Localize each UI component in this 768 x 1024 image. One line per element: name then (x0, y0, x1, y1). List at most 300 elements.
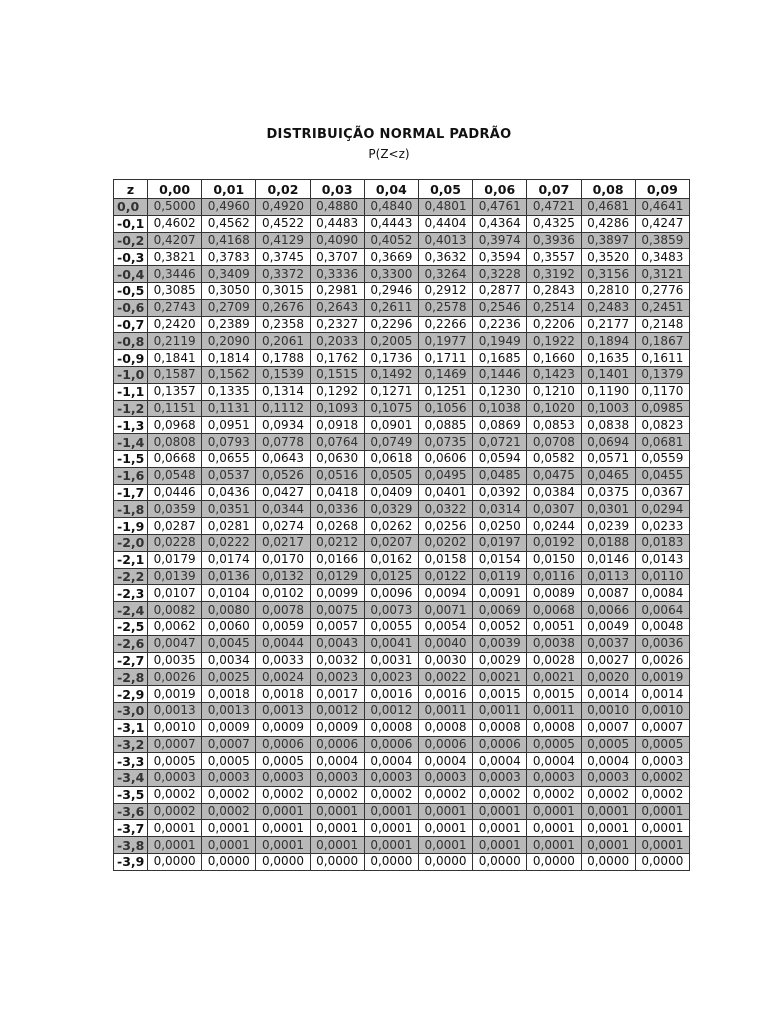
probability-cell: 0,0823 (635, 417, 689, 434)
probability-cell: 0,0021 (527, 669, 581, 686)
probability-cell: 0,0000 (473, 854, 527, 871)
probability-cell: 0,4483 (310, 215, 364, 232)
probability-cell: 0,0030 (418, 652, 472, 669)
probability-cell: 0,0001 (364, 820, 418, 837)
probability-cell: 0,1357 (148, 383, 202, 400)
probability-cell: 0,0001 (527, 803, 581, 820)
probability-cell: 0,3520 (581, 249, 635, 266)
probability-cell: 0,0116 (527, 568, 581, 585)
probability-cell: 0,0002 (364, 786, 418, 803)
probability-cell: 0,4207 (148, 232, 202, 249)
probability-cell: 0,0778 (256, 434, 310, 451)
probability-cell: 0,0003 (310, 770, 364, 787)
probability-cell: 0,4681 (581, 199, 635, 216)
probability-cell: 0,0045 (202, 635, 256, 652)
probability-cell: 0,0059 (256, 618, 310, 635)
probability-cell: 0,2451 (635, 299, 689, 316)
probability-cell: 0,0004 (581, 753, 635, 770)
probability-cell: 0,0054 (418, 618, 472, 635)
probability-cell: 0,0001 (418, 803, 472, 820)
probability-cell: 0,0003 (635, 753, 689, 770)
probability-cell: 0,4443 (364, 215, 418, 232)
z-value-cell: -1,3 (114, 417, 148, 434)
probability-cell: 0,4761 (473, 199, 527, 216)
probability-cell: 0,2327 (310, 316, 364, 333)
probability-cell: 0,0006 (364, 736, 418, 753)
probability-cell: 0,0143 (635, 551, 689, 568)
probability-cell: 0,1446 (473, 366, 527, 383)
z-value-cell: -2,7 (114, 652, 148, 669)
probability-cell: 0,0084 (635, 585, 689, 602)
probability-cell: 0,0150 (527, 551, 581, 568)
probability-cell: 0,0001 (148, 837, 202, 854)
probability-cell: 0,0020 (581, 669, 635, 686)
probability-cell: 0,1469 (418, 366, 472, 383)
probability-cell: 0,0016 (418, 686, 472, 703)
probability-cell: 0,1841 (148, 350, 202, 367)
probability-cell: 0,0708 (527, 434, 581, 451)
probability-cell: 0,1587 (148, 366, 202, 383)
probability-cell: 0,2206 (527, 316, 581, 333)
probability-cell: 0,0002 (581, 786, 635, 803)
probability-cell: 0,1762 (310, 350, 364, 367)
probability-cell: 0,4880 (310, 199, 364, 216)
probability-cell: 0,0537 (202, 467, 256, 484)
probability-cell: 0,0029 (473, 652, 527, 669)
probability-cell: 0,0004 (473, 753, 527, 770)
probability-cell: 0,0040 (418, 635, 472, 652)
probability-cell: 0,0052 (473, 618, 527, 635)
probability-cell: 0,0125 (364, 568, 418, 585)
probability-cell: 0,0548 (148, 467, 202, 484)
probability-cell: 0,0025 (202, 669, 256, 686)
probability-cell: 0,0009 (202, 719, 256, 736)
probability-cell: 0,0069 (473, 602, 527, 619)
probability-cell: 0,2709 (202, 299, 256, 316)
header-row (114, 180, 690, 199)
probability-cell: 0,0392 (473, 484, 527, 501)
probability-cell: 0,0113 (581, 568, 635, 585)
probability-cell: 0,0006 (418, 736, 472, 753)
z-value-cell: -2,1 (114, 551, 148, 568)
probability-cell: 0,0002 (202, 786, 256, 803)
probability-cell: 0,2514 (527, 299, 581, 316)
header-cell: 0,07 (527, 180, 581, 199)
header-cell: z (114, 180, 148, 199)
probability-cell: 0,2483 (581, 299, 635, 316)
probability-cell: 0,2843 (527, 282, 581, 299)
probability-cell: 0,0060 (202, 618, 256, 635)
probability-cell: 0,0003 (527, 770, 581, 787)
probability-cell: 0,0026 (635, 652, 689, 669)
probability-cell: 0,1423 (527, 366, 581, 383)
probability-cell: 0,4562 (202, 215, 256, 232)
probability-cell: 0,0012 (364, 702, 418, 719)
probability-cell: 0,4522 (256, 215, 310, 232)
z-value-cell: 0,0 (114, 199, 148, 216)
probability-cell: 0,0007 (148, 736, 202, 753)
probability-cell: 0,0655 (202, 450, 256, 467)
z-value-cell: -2,2 (114, 568, 148, 585)
probability-cell: 0,0051 (527, 618, 581, 635)
probability-cell: 0,2743 (148, 299, 202, 316)
probability-cell: 0,0001 (418, 837, 472, 854)
header-cell: 0,00 (148, 180, 202, 199)
probability-cell: 0,1271 (364, 383, 418, 400)
probability-cell: 0,3156 (581, 266, 635, 283)
probability-cell: 0,0495 (418, 467, 472, 484)
probability-cell: 0,0038 (527, 635, 581, 652)
header-cell: 0,01 (202, 180, 256, 199)
table-row (114, 249, 690, 266)
probability-cell: 0,4286 (581, 215, 635, 232)
page-subtitle: P(Z<z) (368, 147, 410, 161)
probability-cell: 0,0002 (148, 786, 202, 803)
probability-cell: 0,0329 (364, 501, 418, 518)
table-row (114, 568, 690, 585)
probability-cell: 0,0010 (635, 702, 689, 719)
probability-cell: 0,0018 (256, 686, 310, 703)
probability-cell: 0,1314 (256, 383, 310, 400)
probability-cell: 0,0064 (635, 602, 689, 619)
probability-cell: 0,0174 (202, 551, 256, 568)
probability-cell: 0,1515 (310, 366, 364, 383)
probability-cell: 0,0027 (581, 652, 635, 669)
probability-cell: 0,0287 (148, 518, 202, 535)
probability-cell: 0,0000 (364, 854, 418, 871)
probability-cell: 0,1894 (581, 333, 635, 350)
probability-cell: 0,0003 (202, 770, 256, 787)
probability-cell: 0,1020 (527, 400, 581, 417)
probability-cell: 0,4840 (364, 199, 418, 216)
probability-cell: 0,0853 (527, 417, 581, 434)
probability-cell: 0,0630 (310, 450, 364, 467)
z-value-cell: -1,4 (114, 434, 148, 451)
z-value-cell: -0,7 (114, 316, 148, 333)
probability-cell: 0,2296 (364, 316, 418, 333)
probability-cell: 0,0228 (148, 534, 202, 551)
probability-cell: 0,0089 (527, 585, 581, 602)
z-value-cell: -0,8 (114, 333, 148, 350)
probability-cell: 0,0110 (635, 568, 689, 585)
probability-cell: 0,0359 (148, 501, 202, 518)
z-value-cell: -0,1 (114, 215, 148, 232)
probability-cell: 0,0681 (635, 434, 689, 451)
probability-cell: 0,0179 (148, 551, 202, 568)
header-cell: 0,03 (310, 180, 364, 199)
probability-cell: 0,0068 (527, 602, 581, 619)
probability-cell: 0,0571 (581, 450, 635, 467)
probability-cell: 0,0016 (364, 686, 418, 703)
probability-cell: 0,4641 (635, 199, 689, 216)
z-value-cell: -0,6 (114, 299, 148, 316)
probability-cell: 0,3228 (473, 266, 527, 283)
probability-cell: 0,1190 (581, 383, 635, 400)
probability-cell: 0,0008 (527, 719, 581, 736)
probability-cell: 0,0274 (256, 518, 310, 535)
probability-cell: 0,0000 (527, 854, 581, 871)
table-row (114, 652, 690, 669)
probability-cell: 0,0183 (635, 534, 689, 551)
probability-cell: 0,2981 (310, 282, 364, 299)
probability-cell: 0,0446 (148, 484, 202, 501)
table-row (114, 585, 690, 602)
probability-cell: 0,0384 (527, 484, 581, 501)
probability-cell: 0,0268 (310, 518, 364, 535)
probability-cell: 0,0006 (310, 736, 364, 753)
probability-cell: 0,0013 (202, 702, 256, 719)
probability-cell: 0,0594 (473, 450, 527, 467)
table-row (114, 434, 690, 451)
probability-cell: 0,0014 (581, 686, 635, 703)
probability-cell: 0,1003 (581, 400, 635, 417)
probability-cell: 0,0049 (581, 618, 635, 635)
probability-cell: 0,2033 (310, 333, 364, 350)
probability-cell: 0,0000 (635, 854, 689, 871)
header-cell: 0,02 (256, 180, 310, 199)
probability-cell: 0,0015 (527, 686, 581, 703)
probability-cell: 0,0043 (310, 635, 364, 652)
probability-cell: 0,0041 (364, 635, 418, 652)
z-value-cell: -3,3 (114, 753, 148, 770)
probability-cell: 0,0436 (202, 484, 256, 501)
probability-cell: 0,0244 (527, 518, 581, 535)
probability-cell: 0,0582 (527, 450, 581, 467)
probability-cell: 0,0606 (418, 450, 472, 467)
probability-cell: 0,0018 (202, 686, 256, 703)
probability-cell: 0,1230 (473, 383, 527, 400)
probability-cell: 0,0001 (256, 837, 310, 854)
z-value-cell: -1,6 (114, 467, 148, 484)
probability-cell: 0,0005 (148, 753, 202, 770)
probability-cell: 0,2546 (473, 299, 527, 316)
probability-cell: 0,0146 (581, 551, 635, 568)
probability-cell: 0,0139 (148, 568, 202, 585)
probability-cell: 0,0002 (202, 803, 256, 820)
probability-cell: 0,0015 (473, 686, 527, 703)
probability-cell: 0,0039 (473, 635, 527, 652)
z-value-cell: -1,2 (114, 400, 148, 417)
probability-cell: 0,0107 (148, 585, 202, 602)
probability-cell: 0,3446 (148, 266, 202, 283)
probability-cell: 0,0002 (256, 786, 310, 803)
probability-cell: 0,0071 (418, 602, 472, 619)
probability-cell: 0,0307 (527, 501, 581, 518)
probability-cell: 0,3745 (256, 249, 310, 266)
probability-cell: 0,3300 (364, 266, 418, 283)
probability-cell: 0,2266 (418, 316, 472, 333)
table-row (114, 770, 690, 787)
z-value-cell: -0,5 (114, 282, 148, 299)
probability-cell: 0,0002 (635, 786, 689, 803)
probability-cell: 0,0048 (635, 618, 689, 635)
probability-cell: 0,0170 (256, 551, 310, 568)
table-row (114, 350, 690, 367)
probability-cell: 0,3707 (310, 249, 364, 266)
probability-cell: 0,0001 (581, 837, 635, 854)
probability-cell: 0,0465 (581, 467, 635, 484)
probability-cell: 0,4721 (527, 199, 581, 216)
probability-cell: 0,3050 (202, 282, 256, 299)
probability-cell: 0,3821 (148, 249, 202, 266)
probability-cell: 0,1660 (527, 350, 581, 367)
probability-cell: 0,0934 (256, 417, 310, 434)
probability-cell: 0,0003 (473, 770, 527, 787)
probability-cell: 0,2090 (202, 333, 256, 350)
z-value-cell: -1,8 (114, 501, 148, 518)
probability-cell: 0,0026 (148, 669, 202, 686)
table-row (114, 820, 690, 837)
probability-cell: 0,3015 (256, 282, 310, 299)
z-value-cell: -3,1 (114, 719, 148, 736)
probability-cell: 0,0968 (148, 417, 202, 434)
probability-cell: 0,3974 (473, 232, 527, 249)
probability-cell: 0,0764 (310, 434, 364, 451)
probability-cell: 0,2177 (581, 316, 635, 333)
probability-cell: 0,2236 (473, 316, 527, 333)
header-cell: 0,06 (473, 180, 527, 199)
probability-cell: 0,0034 (202, 652, 256, 669)
probability-cell: 0,0001 (635, 837, 689, 854)
probability-cell: 0,0010 (581, 702, 635, 719)
z-table (113, 179, 690, 871)
table-row (114, 266, 690, 283)
table-row (114, 736, 690, 753)
probability-cell: 0,0643 (256, 450, 310, 467)
probability-cell: 0,0057 (310, 618, 364, 635)
probability-cell: 0,3121 (635, 266, 689, 283)
z-value-cell: -2,6 (114, 635, 148, 652)
probability-cell: 0,0314 (473, 501, 527, 518)
probability-cell: 0,1075 (364, 400, 418, 417)
probability-cell: 0,0516 (310, 467, 364, 484)
probability-cell: 0,0158 (418, 551, 472, 568)
probability-cell: 0,0001 (527, 837, 581, 854)
table-row (114, 199, 690, 216)
table-row (114, 602, 690, 619)
probability-cell: 0,0044 (256, 635, 310, 652)
table-row (114, 719, 690, 736)
probability-cell: 0,0409 (364, 484, 418, 501)
probability-cell: 0,0032 (310, 652, 364, 669)
probability-cell: 0,0000 (202, 854, 256, 871)
probability-cell: 0,0001 (635, 803, 689, 820)
probability-cell: 0,0004 (418, 753, 472, 770)
probability-cell: 0,0129 (310, 568, 364, 585)
probability-cell: 0,0351 (202, 501, 256, 518)
probability-cell: 0,2643 (310, 299, 364, 316)
probability-cell: 0,0000 (581, 854, 635, 871)
probability-cell: 0,1492 (364, 366, 418, 383)
probability-cell: 0,0004 (527, 753, 581, 770)
z-value-cell: -0,3 (114, 249, 148, 266)
probability-cell: 0,0022 (418, 669, 472, 686)
probability-cell: 0,1711 (418, 350, 472, 367)
probability-cell: 0,0001 (527, 820, 581, 837)
probability-cell: 0,1977 (418, 333, 472, 350)
probability-cell: 0,1539 (256, 366, 310, 383)
table-row (114, 669, 690, 686)
probability-cell: 0,0918 (310, 417, 364, 434)
probability-cell: 0,1922 (527, 333, 581, 350)
probability-cell: 0,0001 (310, 803, 364, 820)
probability-cell: 0,0002 (418, 786, 472, 803)
probability-cell: 0,0062 (148, 618, 202, 635)
probability-cell: 0,0023 (364, 669, 418, 686)
probability-cell: 0,0951 (202, 417, 256, 434)
probability-cell: 0,1093 (310, 400, 364, 417)
probability-cell: 0,0008 (418, 719, 472, 736)
probability-cell: 0,0003 (581, 770, 635, 787)
probability-cell: 0,1251 (418, 383, 472, 400)
table-row (114, 366, 690, 383)
probability-cell: 0,2611 (364, 299, 418, 316)
probability-cell: 0,0002 (527, 786, 581, 803)
table-row (114, 215, 690, 232)
header-cell: 0,04 (364, 180, 418, 199)
probability-cell: 0,0197 (473, 534, 527, 551)
probability-cell: 0,3897 (581, 232, 635, 249)
probability-cell: 0,0154 (473, 551, 527, 568)
probability-cell: 0,0367 (635, 484, 689, 501)
probability-cell: 0,1131 (202, 400, 256, 417)
probability-cell: 0,0023 (310, 669, 364, 686)
z-value-cell: -2,9 (114, 686, 148, 703)
probability-cell: 0,0003 (364, 770, 418, 787)
probability-cell: 0,0099 (310, 585, 364, 602)
z-value-cell: -0,4 (114, 266, 148, 283)
probability-cell: 0,1038 (473, 400, 527, 417)
probability-cell: 0,0262 (364, 518, 418, 535)
table-row (114, 383, 690, 400)
z-value-cell: -2,5 (114, 618, 148, 635)
probability-cell: 0,0526 (256, 467, 310, 484)
table-row (114, 534, 690, 551)
probability-cell: 0,0901 (364, 417, 418, 434)
header-cell: 0,08 (581, 180, 635, 199)
probability-cell: 0,4602 (148, 215, 202, 232)
probability-cell: 0,0375 (581, 484, 635, 501)
probability-cell: 0,1292 (310, 383, 364, 400)
probability-cell: 0,0668 (148, 450, 202, 467)
probability-cell: 0,0869 (473, 417, 527, 434)
probability-cell: 0,0001 (256, 820, 310, 837)
probability-cell: 0,3085 (148, 282, 202, 299)
probability-cell: 0,4920 (256, 199, 310, 216)
probability-cell: 0,0047 (148, 635, 202, 652)
probability-cell: 0,4404 (418, 215, 472, 232)
probability-cell: 0,0082 (148, 602, 202, 619)
probability-cell: 0,0006 (256, 736, 310, 753)
z-value-cell: -2,3 (114, 585, 148, 602)
probability-cell: 0,0136 (202, 568, 256, 585)
table-row (114, 753, 690, 770)
probability-cell: 0,4247 (635, 215, 689, 232)
probability-cell: 0,0073 (364, 602, 418, 619)
probability-cell: 0,2420 (148, 316, 202, 333)
probability-cell: 0,1210 (527, 383, 581, 400)
probability-cell: 0,0001 (148, 820, 202, 837)
probability-cell: 0,0838 (581, 417, 635, 434)
probability-cell: 0,2005 (364, 333, 418, 350)
header-cell: 0,05 (418, 180, 472, 199)
probability-cell: 0,0028 (527, 652, 581, 669)
probability-cell: 0,0091 (473, 585, 527, 602)
probability-cell: 0,0418 (310, 484, 364, 501)
probability-cell: 0,0005 (202, 753, 256, 770)
probability-cell: 0,0559 (635, 450, 689, 467)
z-value-cell: -0,2 (114, 232, 148, 249)
